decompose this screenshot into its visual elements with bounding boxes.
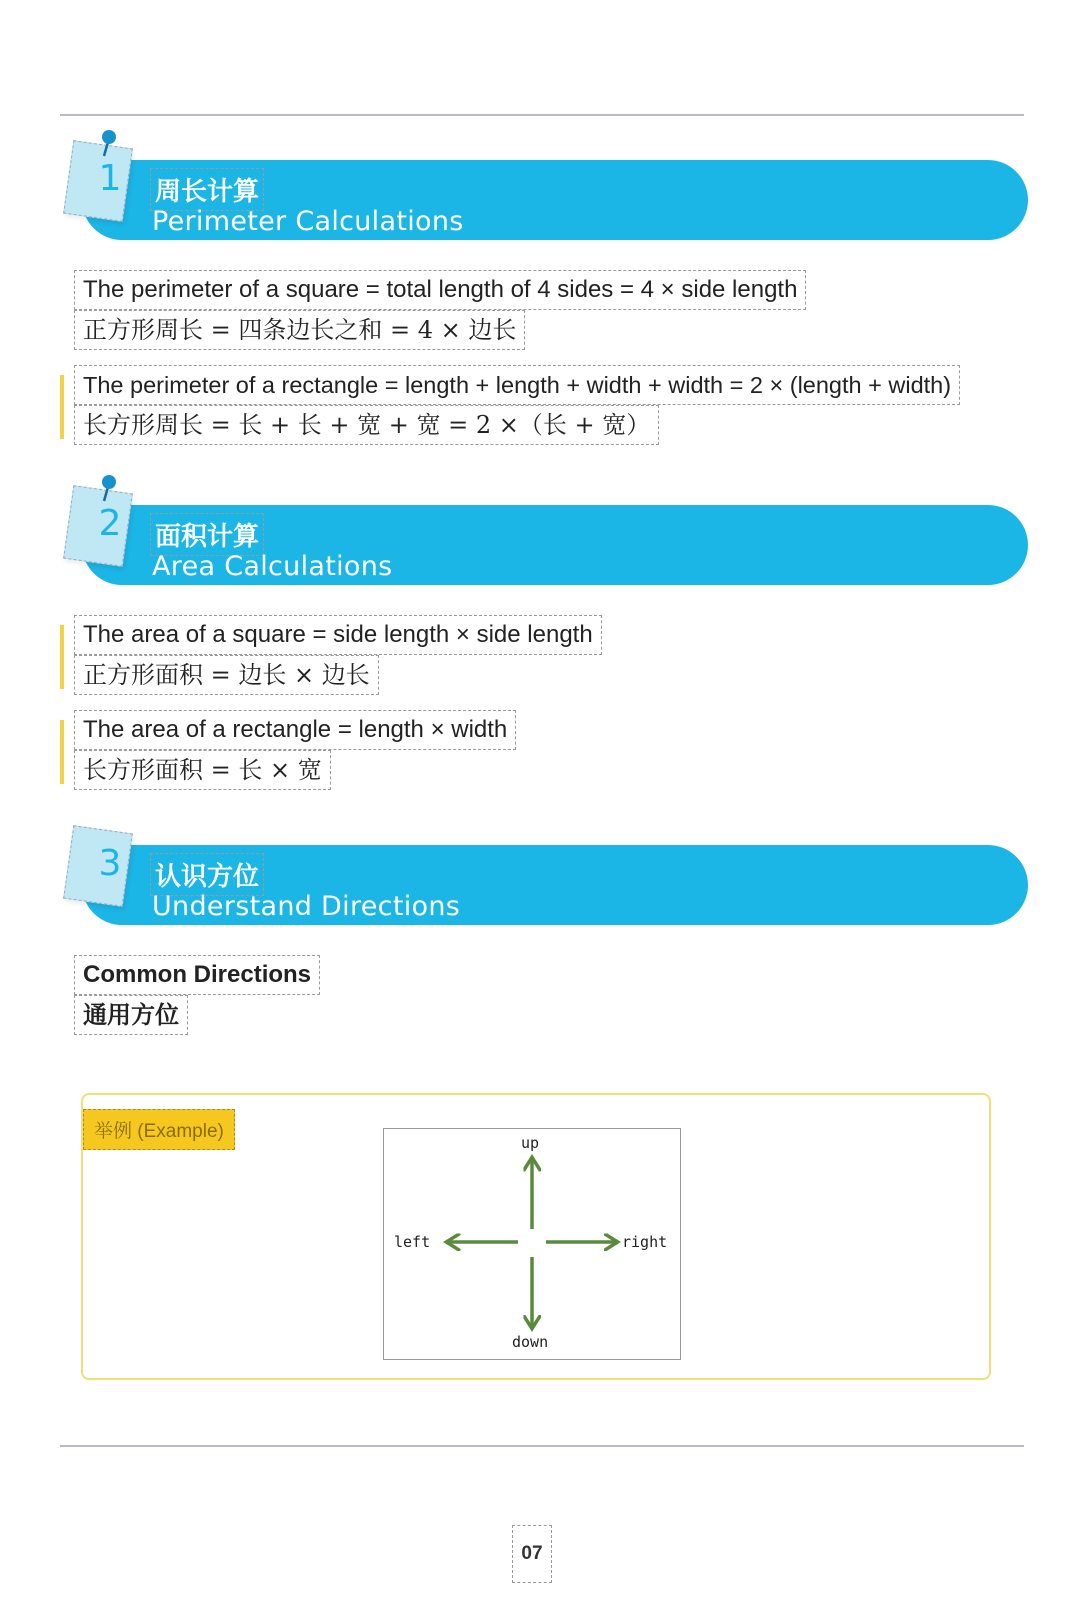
highlight-bar xyxy=(60,375,64,439)
directions-heading xyxy=(74,955,320,1035)
section-title-en: Understand Directions xyxy=(152,891,461,922)
section-title-en: Area Calculations xyxy=(152,551,393,582)
section-number: 3 xyxy=(98,842,122,884)
highlight-bar xyxy=(60,625,64,689)
formula-cn: 长方形周长 = 长 + 长 + 宽 + 宽 = 2 ×（长 + 宽） xyxy=(74,405,659,445)
label-down: down xyxy=(512,1333,549,1351)
formula-square-area xyxy=(74,615,602,695)
section-area xyxy=(62,465,1028,595)
section-perimeter xyxy=(62,120,1028,250)
formula-cn: 长方形面积 = 长 × 宽 xyxy=(74,750,331,790)
heading-cn: 通用方位 xyxy=(74,995,188,1035)
formula-square-perimeter xyxy=(74,270,806,350)
section-title-cn: 认识方位 xyxy=(150,853,264,896)
example-box xyxy=(81,1093,991,1380)
formula-en: The area of a rectangle = length × width xyxy=(74,710,516,750)
bottom-rule xyxy=(60,1445,1024,1447)
pin-icon xyxy=(94,473,122,503)
formula-en: The perimeter of a rectangle = length + length + width + width = 2 × (length + width) xyxy=(74,365,960,405)
highlight-bar xyxy=(60,720,64,784)
label-left: left xyxy=(394,1233,431,1251)
section-title-cn: 周长计算 xyxy=(150,168,264,211)
direction-diagram xyxy=(383,1128,681,1360)
pin-icon xyxy=(94,128,122,158)
section-directions xyxy=(62,805,1028,935)
heading-en: Common Directions xyxy=(74,955,320,995)
formula-en: The perimeter of a square = total length of 4 sides = 4 × side length xyxy=(74,270,806,310)
top-rule xyxy=(60,114,1024,116)
formula-cn: 正方形周长 = 四条边长之和 = 4 × 边长 xyxy=(74,310,525,350)
formula-en: The area of a square = side length × side length xyxy=(74,615,602,655)
section-title-en: Perimeter Calculations xyxy=(152,206,464,237)
formula-rectangle-perimeter xyxy=(74,365,960,445)
section-number: 2 xyxy=(98,502,122,544)
label-right: right xyxy=(622,1233,668,1251)
label-up: up xyxy=(521,1134,540,1152)
section-number: 1 xyxy=(98,157,122,199)
formula-cn: 正方形面积 = 边长 × 边长 xyxy=(74,655,379,695)
example-label: 举例 (Example) xyxy=(83,1109,235,1150)
section-title-cn: 面积计算 xyxy=(150,513,264,556)
page-number: 07 xyxy=(512,1525,552,1583)
formula-rectangle-area xyxy=(74,710,516,790)
